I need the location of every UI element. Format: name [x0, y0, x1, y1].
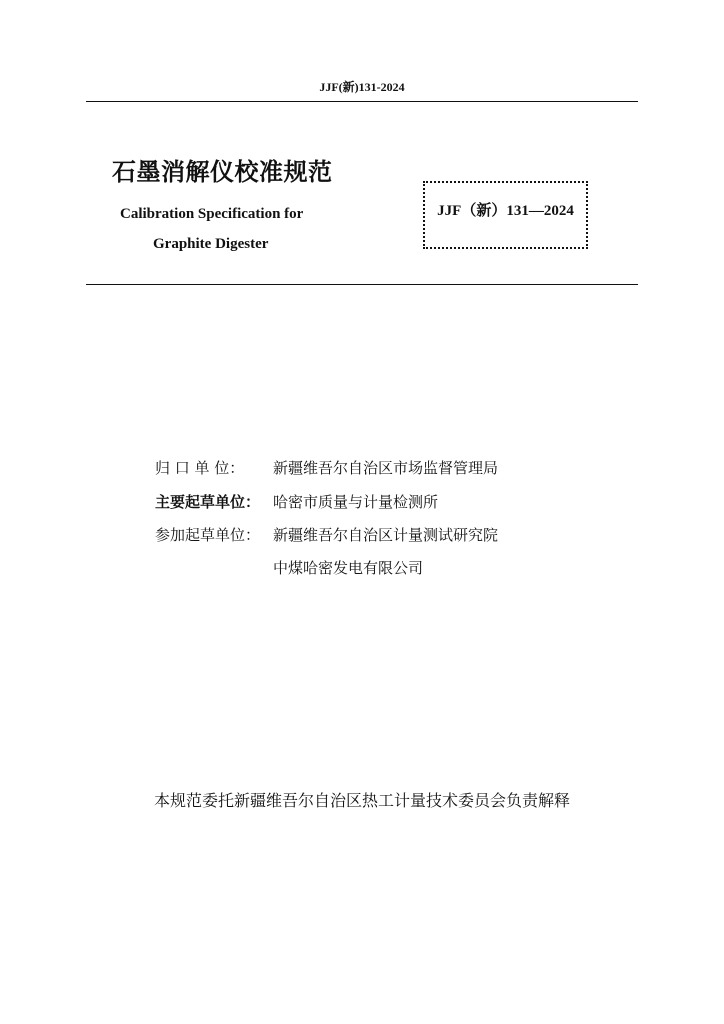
centralized-unit-row [155, 457, 498, 478]
participating-drafter-value-1: 新疆维吾尔自治区计量测试研究院 [273, 526, 499, 544]
main-drafter-row [155, 491, 438, 512]
bottom-divider [86, 284, 638, 285]
standard-code-box [423, 181, 588, 249]
participating-drafter-row [155, 524, 498, 545]
header-standard-code: JJF(新)131-2024 [319, 80, 405, 94]
participating-drafter-label: 参加起草单位： [155, 526, 261, 544]
interpretation-note: 本规范委托新疆维吾尔自治区热工计量技术委员会负责解释 [153, 791, 570, 810]
standard-code-text: JJF（新）131—2024 [437, 203, 574, 219]
main-drafter-value: 哈密市质量与计量检测所 [273, 493, 439, 511]
participating-drafter-row-2 [273, 557, 423, 578]
participating-drafter-value-2: 中煤哈密发电有限公司 [273, 559, 424, 577]
title-english-line1: Calibration Specification for [120, 206, 304, 222]
centralized-unit-label: 归 口 单 位： [155, 459, 245, 477]
main-drafter-label: 主要起草单位： [155, 493, 261, 511]
title-english-line2: Graphite Digester [153, 236, 269, 252]
top-divider [86, 101, 638, 102]
centralized-unit-value: 新疆维吾尔自治区市场监督管理局 [273, 459, 499, 477]
title-chinese: 石墨消解仪校准规范 [112, 158, 333, 186]
